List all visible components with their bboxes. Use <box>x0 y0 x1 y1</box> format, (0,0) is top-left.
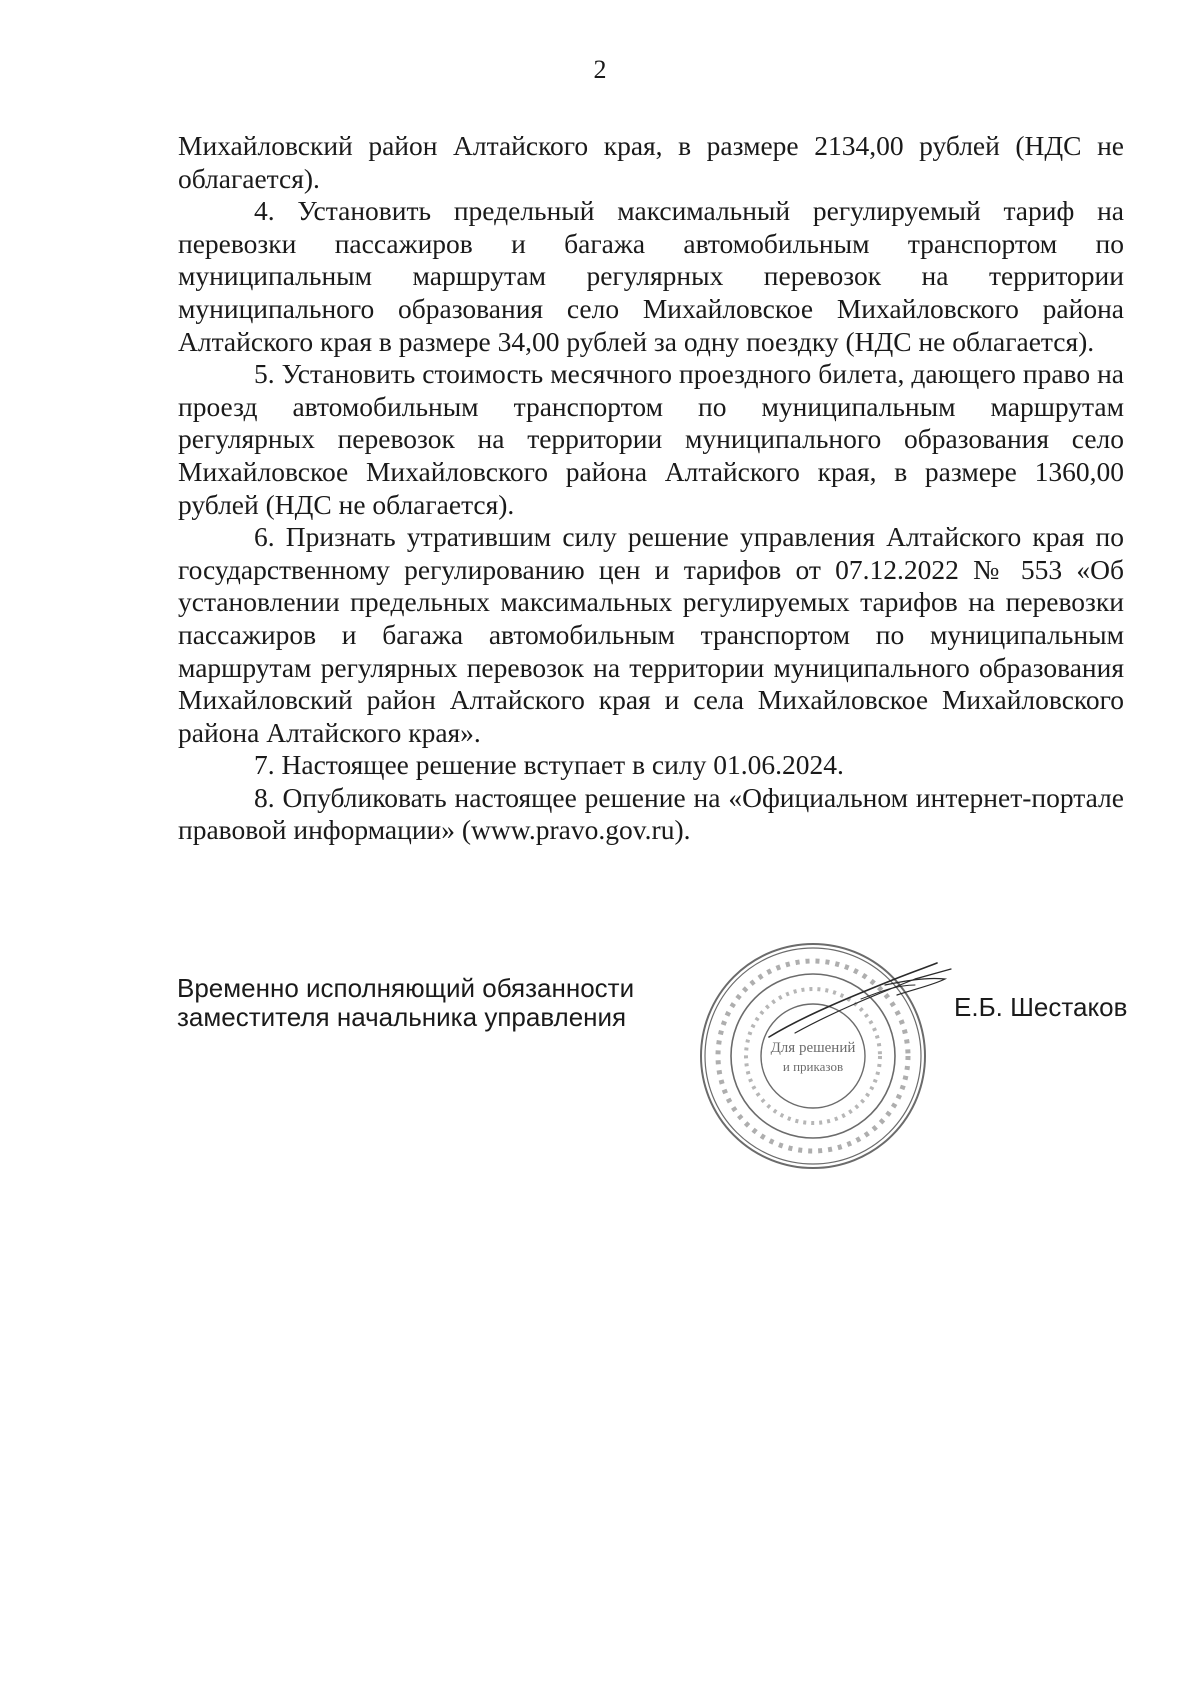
paragraph-item-7: 7. Настоящее решение вступает в силу 01.06.2024. <box>254 749 844 781</box>
document-body <box>178 130 1124 847</box>
stamp-center-line2: и приказов <box>782 1059 844 1074</box>
paragraph-item-5: 5. Установить стоимость месячного проездного билета, дающего право на проезд автомобильным транспортом по муниципальным маршрутам регулярных перевозок на территории муниципального образования село Михайловское Михайловского района Алтайского края, в размере 1360,00 рублей (НДС не облагается). <box>178 358 1124 520</box>
signatory-position-line2: заместителя начальника управления <box>177 1002 627 1032</box>
signatory-position-line1: Временно исполняющий обязанности <box>177 973 635 1003</box>
page-number: 2 <box>593 55 607 84</box>
paragraph-continuation: Михайловский район Алтайского края, в размере 2134,00 рублей (НДС не облагается). <box>178 130 1124 194</box>
paragraph-item-4: 4. Установить предельный максимальный регулируемый тариф на перевозки пассажиров и багажа автомобильным транспортом по муниципальным маршрутам регулярных перевозок на территории муниципального образования село Михайловское Михайловского района Алтайского края в размере 34,00 рублей за одну поездку (НДС не облагается). <box>178 195 1124 357</box>
paragraph-item-8: 8. Опубликовать настоящее решение на «Официальном интернет-портале правовой информации» (www.pravo.gov.ru). <box>178 781 1124 846</box>
handwritten-signature <box>765 955 955 1045</box>
paragraph-item-6: 6. Признать утратившим силу решение управления Алтайского края по государственному регулированию цен и тарифов от 07.12.2022 № 553 «Об установлении предельных максимальных регулируемых тарифов на перевозки пассажиров и багажа автомобильным транспортом по муниципальным маршрутам регулярных перевозок на территории муниципального образования Михайловский район Алтайского края и села Михайловское Михайловского района Алтайского края». <box>178 521 1124 748</box>
signatory-name: Е.Б. Шестаков <box>954 992 1128 1022</box>
stamp-center-line1: Для решений <box>770 1040 856 1056</box>
signatory-position <box>177 974 634 1032</box>
